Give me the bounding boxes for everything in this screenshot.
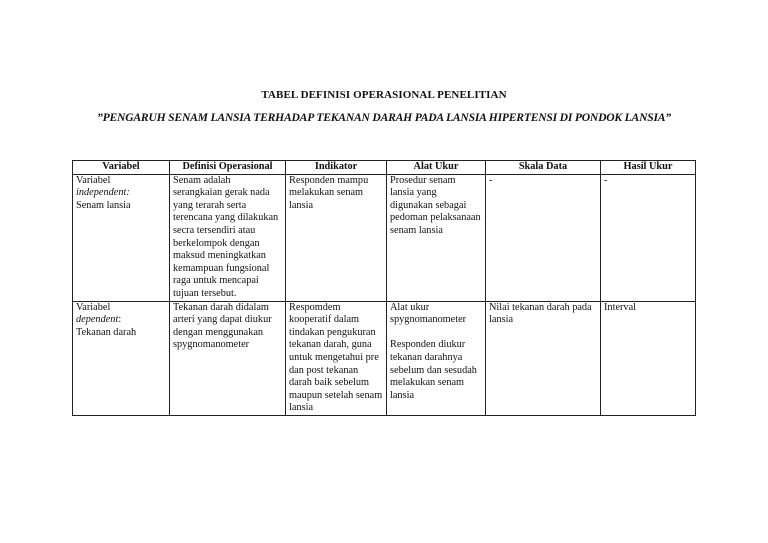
table-header-row: [73, 161, 696, 175]
cell-skala-data: Nilai tekanan darah pada lansia: [486, 301, 601, 415]
variabel-label: Variabel: [76, 174, 111, 186]
cell-indikator: Respomdem kooperatif dalam tindakan pengukuran tekanan darah, guna untuk mengetahui pre dan post tekanan darah baik sebelum maupun setelah senam lansia: [286, 301, 387, 415]
variabel-name: Senam lansia: [76, 199, 131, 211]
alat-ukur-procedure: Responden diukur tekanan darahnya sebelum dan sesudah melakukan senam lansia: [390, 339, 477, 401]
header-variabel: Variabel: [73, 161, 170, 175]
cell-variabel: [73, 174, 170, 301]
header-indikator: Indikator: [286, 161, 387, 175]
alat-ukur-text: Prosedur senam lansia yang digunakan sebagai pedoman pelaksanaan senam lansia: [390, 174, 481, 236]
cell-alat-ukur: [387, 174, 486, 301]
header-hasil-ukur: Hasil Ukur: [601, 161, 696, 175]
cell-hasil-ukur: -: [601, 174, 696, 301]
table-row: [73, 301, 696, 415]
variabel-type-suffix: :: [118, 314, 122, 326]
definition-table: [72, 160, 696, 416]
cell-alat-ukur: [387, 301, 486, 415]
variabel-type: dependent: [76, 314, 119, 326]
header-skala-data: Skala Data: [486, 161, 601, 175]
cell-definisi: Tekanan darah didalam arteri yang dapat diukur dengan menggunakan spygnomanometer: [170, 301, 286, 415]
document-title: TABEL DEFINISI OPERASIONAL PENELITIAN: [261, 89, 507, 101]
variabel-label: Variabel: [76, 301, 111, 313]
cell-definisi: Senam adalah serangkaian gerak nada yang terarah serta terencana yang dilakukan secra tersendiri atau berkelompok dengan maksud meningkatkan kemampuan fungsional raga untuk mencapai tujuan tersebut.: [170, 174, 286, 301]
variabel-type: independent:: [76, 187, 130, 199]
table-row: [73, 174, 696, 301]
cell-variabel: [73, 301, 170, 415]
cell-hasil-ukur: Interval: [601, 301, 696, 415]
alat-ukur-text: Alat ukur spygnomanometer: [390, 301, 467, 326]
cell-skala-data: -: [486, 174, 601, 301]
cell-indikator: Responden mampu melakukan senam lansia: [286, 174, 387, 301]
paragraph-gap: [390, 327, 482, 340]
document-subtitle: ”PENGARUH SENAM LANSIA TERHADAP TEKANAN DARAH PADA LANSIA HIPERTENSI DI PONDOK LANSIA”: [97, 111, 671, 124]
variabel-name: Tekanan darah: [76, 326, 137, 338]
header-definisi-operasional: Definisi Operasional: [170, 161, 286, 175]
header-alat-ukur: Alat Ukur: [387, 161, 486, 175]
